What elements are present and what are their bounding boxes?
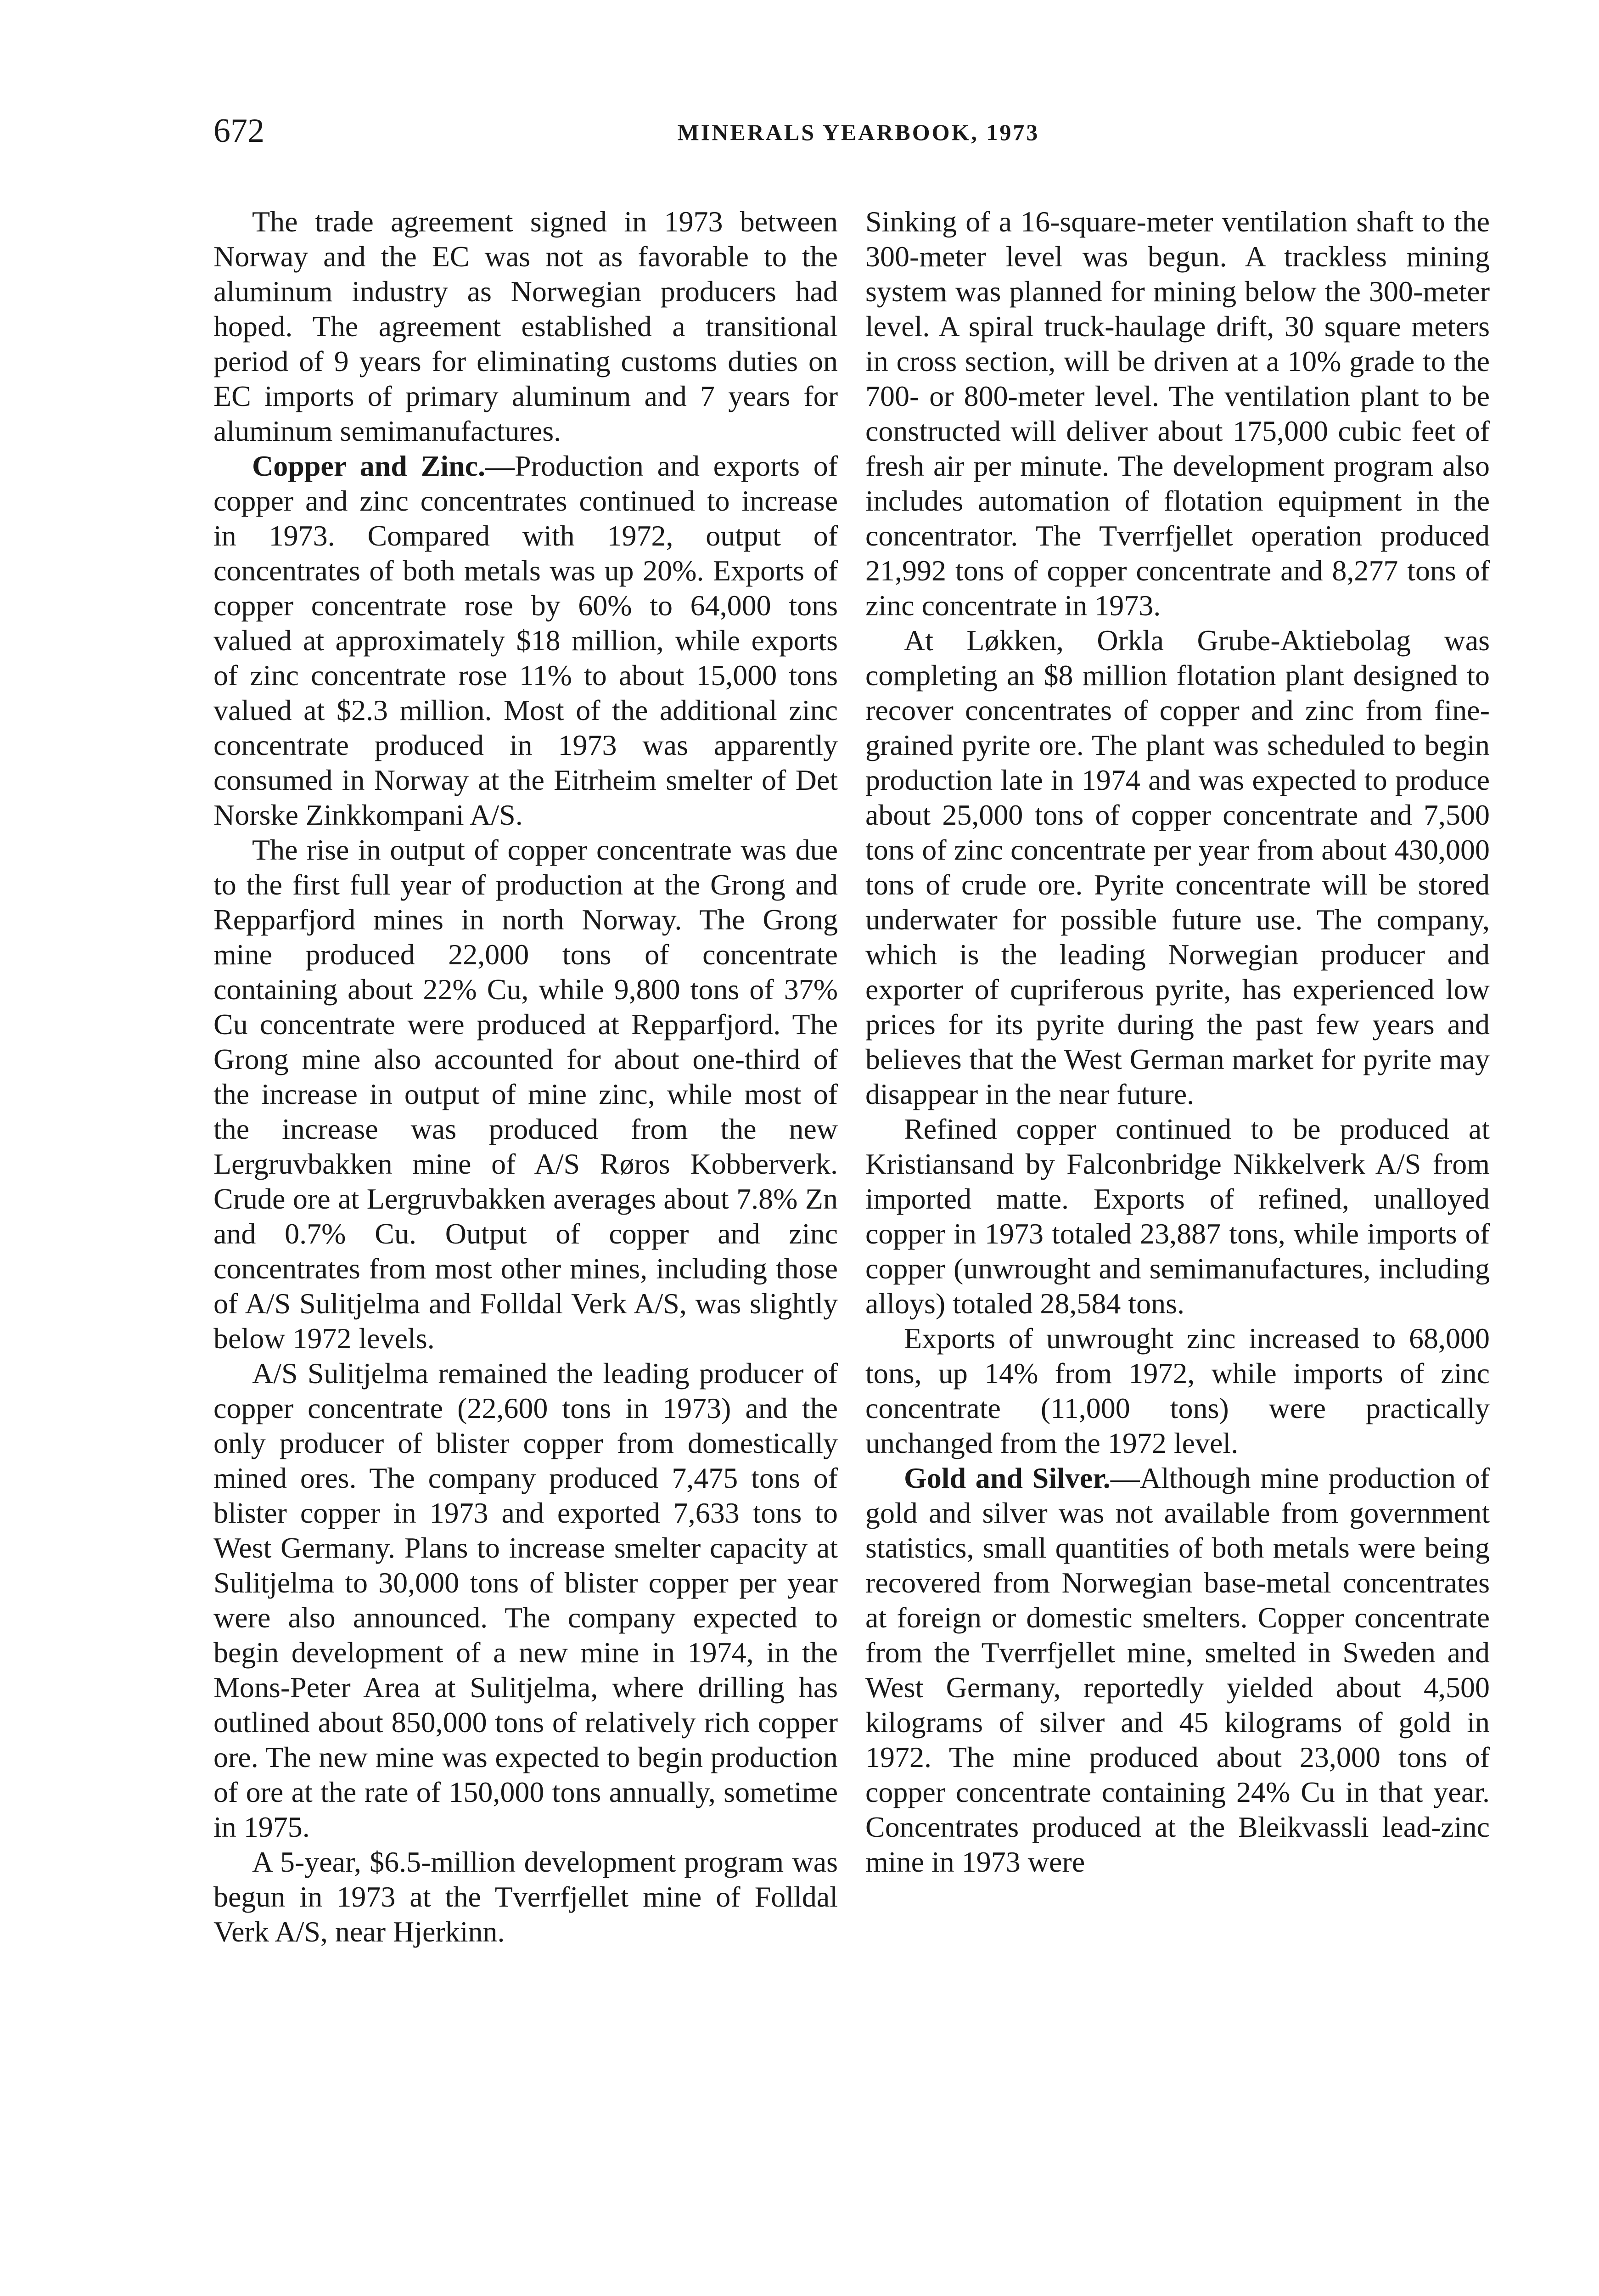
paragraph-gold-silver: [865, 1461, 1490, 1880]
right-column: [865, 204, 1490, 1880]
section-heading-gold-silver: Gold and Silver.: [904, 1462, 1111, 1494]
paragraph: At Løkken, Orkla Grube-Aktiebolag was completing an $8 million flotation plant designed to recover concentrates of copper and zinc from fine-grained pyrite ore. The plant was scheduled to begin production late in 1974 and was expected to produce about 25,000 tons of copper concentrate and 7,500 tons of zinc concentrate per year from about 430,000 tons of crude ore. Pyrite concentrate will be stored underwater for possible future use. The company, which is the leading Norwegian producer and exporter of cupriferous pyrite, has experienced low prices for its pyrite during the past few years and believes that the West German market for pyrite may disappear in the near future.: [865, 624, 1490, 1110]
paragraph-text: —Production and exports of copper and zinc concentrates continued to increase in 1973. Compared with 1972, output of concentrates of both metals was up 20%. Exports of copper concentrate rose by 60% to 64,000 tons valued at approximately $18 million, while exports of zinc concentrate rose 11% to about 15,000 tons valued at $2.3 million. Most of the additional zinc concentrate produced in 1973 was apparently consumed in Norway at the Eitrheim smelter of Det Norske Zinkkompani A/S.: [213, 450, 838, 831]
page-header: [213, 110, 1504, 152]
paragraph: Exports of unwrought zinc increased to 68,000 tons, up 14% from 1972, while imports of zinc concentrate (11,000 tons) were practically unchanged from the 1972 level.: [865, 1322, 1490, 1459]
paragraph-continued: Sinking of a 16-square-meter ventilation shaft to the 300-meter level was begun. A trackless mining system was planned for mining below the 300-meter level. A spiral truck-haulage drift, 30 square meters in cross section, will be driven at a 10% grade to the 700- or 800-meter level. The ventilation plant to be constructed will deliver about 175,000 cubic feet of fresh air per minute. The development program also includes automation of flotation equipment in the concentrator. The Tverrfjellet operation produced 21,992 tons of copper concentrate and 8,277 tons of zinc concentrate in 1973.: [865, 205, 1490, 622]
paragraph: A 5-year, $6.5-million development program was begun in 1973 at the Tverrfjellet mine of Folldal Verk A/S, near Hjerkinn.: [213, 1846, 838, 1948]
paragraph-text: —Although mine production of gold and silver was not available from government statistics, small quantities of both metals were being recovered from Norwegian base-metal concentrates at foreign or domestic smelters. Copper concentrate from the Tverrfjellet mine, smelted in Sweden and West Germany, reportedly yielded about 4,500 kilograms of silver and 45 kilograms of gold in 1972. The mine produced about 23,000 tons of copper concentrate containing 24% Cu in that year. Concentrates produced at the Bleikvassli lead-zinc mine in 1973 were: [865, 1462, 1490, 1878]
running-head: MINERALS YEARBOOK, 1973: [677, 119, 1040, 145]
paragraph: A/S Sulitjelma remained the leading producer of copper concentrate (22,600 tons in 1973) and the only producer of blister copper from domestically mined ores. The company produced 7,475 tons of blister copper in 1973 and exported 7,633 tons to West Germany. Plans to increase smelter capacity at Sulitjelma to 30,000 tons of blister copper per year were also announced. The company expected to begin development of a new mine in 1974, in the Mons-Peter Area at Sulitjelma, where drilling has outlined about 850,000 tons of relatively rich copper ore. The new mine was expected to begin production of ore at the rate of 150,000 tons annually, sometime in 1975.: [213, 1357, 838, 1843]
page-number: 672: [213, 112, 264, 150]
paragraph: The trade agreement signed in 1973 between Norway and the EC was not as favorable to the aluminum industry as Norwegian producers had hoped. The agreement established a transitional period of 9 years for eliminating customs duties on EC imports of primary aluminum and 7 years for aluminum semimanufactures.: [213, 205, 838, 447]
paragraph-copper-zinc: [213, 449, 838, 833]
left-column: [213, 204, 838, 1949]
section-heading-copper-zinc: Copper and Zinc.: [252, 450, 486, 482]
paragraph: The rise in output of copper concentrate was due to the first full year of production at the Grong and Repparfjord mines in north Norway. The Grong mine produced 22,000 tons of concentrate containing about 22% Cu, while 9,800 tons of 37% Cu concentrate were produced at Repparfjord. The Grong mine also accounted for about one-third of the increase in output of mine zinc, while most of the increase was produced from the new Lergruvbakken mine of A/S Røros Kobberverk. Crude ore at Lergruvbakken averages about 7.8% Zn and 0.7% Cu. Output of copper and zinc concentrates from most other mines, including those of A/S Sulitjelma and Folldal Verk A/S, was slightly below 1972 levels.: [213, 833, 838, 1355]
paragraph: Refined copper continued to be produced at Kristiansand by Falconbridge Nikkelverk A/S from imported matte. Exports of refined, unalloyed copper in 1973 totaled 23,887 tons, while imports of copper (unwrought and semimanufactures, including alloys) totaled 28,584 tons.: [865, 1113, 1490, 1320]
